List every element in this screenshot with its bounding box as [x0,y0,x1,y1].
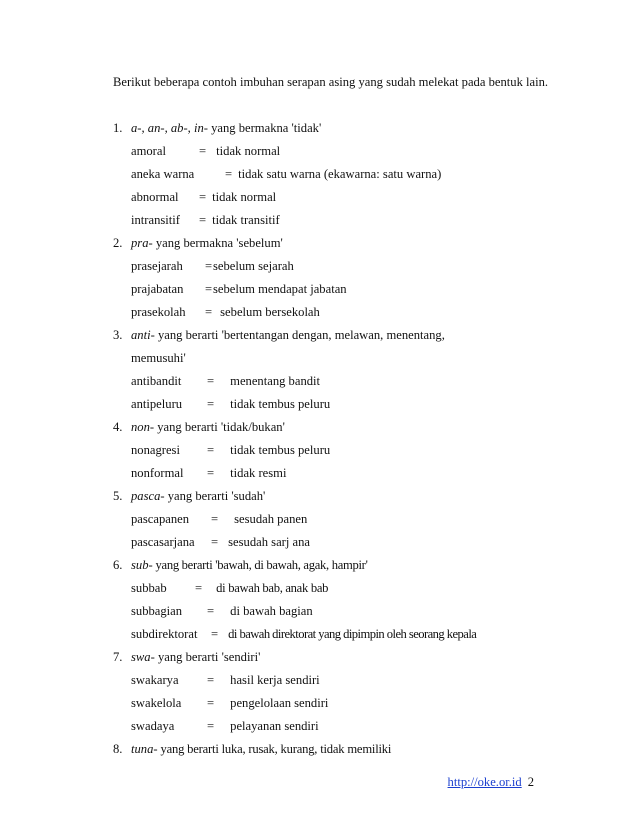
example-word: subbagian [131,604,183,618]
example-meaning: sesudah sarj ana [228,535,310,549]
item-affix: sub- [131,558,153,572]
list-item [113,738,583,761]
example-word: nonformal [131,466,184,480]
equals-sign: = [199,144,207,158]
item-heading [113,416,583,439]
item-affix: swa- [131,650,155,664]
example-row [113,669,583,692]
example-row [113,186,583,209]
equals-sign: = [225,167,233,181]
example-word: swadaya [131,719,175,733]
example-meaning: tidak normal [212,190,277,204]
item-number: 7. [113,650,123,664]
example-meaning: hasil kerja sendiri [230,673,320,687]
example-word: antibandit [131,374,182,388]
example-meaning: tidak satu warna (ekawarna: satu warna) [238,167,442,181]
item-number: 2. [113,236,123,250]
item-heading [113,485,583,508]
equals-sign: = [207,673,215,687]
equals-sign: = [207,466,215,480]
example-meaning: pengelolaan sendiri [230,696,329,710]
equals-sign: = [207,604,215,618]
example-row [113,209,583,232]
example-word: swakarya [131,673,179,687]
item-heading [113,324,583,347]
item-description: yang berarti 'bawah, di bawah, agak, hampir' [152,558,368,572]
item-affix: pasca- [131,489,165,503]
example-word: prajabatan [131,282,184,296]
example-meaning: tidak transitif [212,213,280,227]
item-heading [113,117,583,140]
example-meaning: sebelum bersekolah [220,305,320,319]
example-row [113,439,583,462]
example-meaning: di bawah bagian [230,604,313,618]
example-word: pascapanen [131,512,190,526]
item-number: 4. [113,420,123,434]
item-heading [113,738,583,761]
list-item [113,232,583,324]
equals-sign: = [199,213,207,227]
equals-sign: = [211,535,219,549]
equals-sign: = [207,397,215,411]
example-row [113,531,583,554]
example-meaning: tidak resmi [230,466,287,480]
example-meaning: sebelum mendapat jabatan [213,282,347,296]
item-number: 6. [113,558,123,572]
equals-sign: = [199,190,207,204]
example-row [113,692,583,715]
equals-sign: = [211,512,219,526]
equals-sign: = [205,282,213,296]
example-word: pascasarjana [131,535,195,549]
item-affix: anti- [131,328,155,342]
example-meaning: tidak tembus peluru [230,443,331,457]
item-affix: tuna- [131,742,158,756]
item-description: yang berarti 'sudah' [164,489,266,503]
example-row [113,301,583,324]
example-row [113,278,583,301]
example-word: abnormal [131,190,179,204]
example-word: amoral [131,144,166,158]
example-word: nonagresi [131,443,180,457]
page-footer [448,774,534,790]
example-row [113,393,583,416]
example-meaning: di bawah bab, anak bab [216,581,329,595]
item-number: 1. [113,121,123,135]
equals-sign: = [207,696,215,710]
list-item [113,117,583,232]
example-row [113,163,583,186]
equals-sign: = [205,305,213,319]
intro-paragraph: Berikut beberapa contoh imbuhan serapan asing yang sudah melekat pada bentuk lain. [113,75,549,89]
example-meaning: di bawah direktorat yang dipimpin oleh seorang kepala [228,627,477,641]
item-heading [113,554,583,577]
equals-sign: = [195,581,203,595]
item-number: 3. [113,328,123,342]
affix-list [113,117,583,761]
example-row [113,255,583,278]
item-number: 5. [113,489,123,503]
example-word: subdirektorat [131,627,198,641]
example-word: prasejarah [131,259,183,273]
equals-sign: = [205,259,213,273]
equals-sign: = [211,627,219,641]
item-description: yang berarti luka, rusak, kurang, tidak memiliki [157,742,392,756]
example-word: prasekolah [131,305,186,319]
example-row [113,508,583,531]
equals-sign: = [207,443,215,457]
item-description-continued: memusuhi' [131,351,186,365]
example-meaning: tidak tembus peluru [230,397,331,411]
item-number: 8. [113,742,123,756]
source-link[interactable]: http://oke.or.id [447,775,522,789]
item-description: yang berarti 'tidak/bukan' [154,420,285,434]
example-row [113,140,583,163]
item-heading [113,646,583,669]
item-heading [113,232,583,255]
example-row [113,577,583,600]
list-item [113,324,583,416]
example-row [113,715,583,738]
example-row [113,462,583,485]
example-row [113,623,583,646]
equals-sign: = [207,374,215,388]
item-description: yang bermakna 'tidak' [207,121,322,135]
example-meaning: pelayanan sendiri [230,719,319,733]
example-word: intransitif [131,213,180,227]
item-affix: a-, an-, ab-, in- [131,121,208,135]
example-row [113,370,583,393]
list-item [113,416,583,485]
list-item [113,646,583,738]
example-word: swakelola [131,696,182,710]
example-word: aneka warna [131,167,195,181]
equals-sign: = [207,719,215,733]
item-description: yang berarti 'sendiri' [154,650,261,664]
list-item [113,485,583,554]
example-word: antipeluru [131,397,183,411]
item-description: yang bermakna 'sebelum' [152,236,283,250]
page-number: 2 [527,775,534,789]
example-word: subbab [131,581,167,595]
list-item [113,554,583,646]
item-affix: pra- [131,236,153,250]
item-affix: non- [131,420,155,434]
item-description: yang berarti 'bertentangan dengan, melawan, menentang, [154,328,445,342]
example-meaning: menentang bandit [230,374,321,388]
example-meaning: tidak normal [216,144,281,158]
example-meaning: sebelum sejarah [213,259,294,273]
example-meaning: sesudah panen [234,512,308,526]
example-row [113,600,583,623]
